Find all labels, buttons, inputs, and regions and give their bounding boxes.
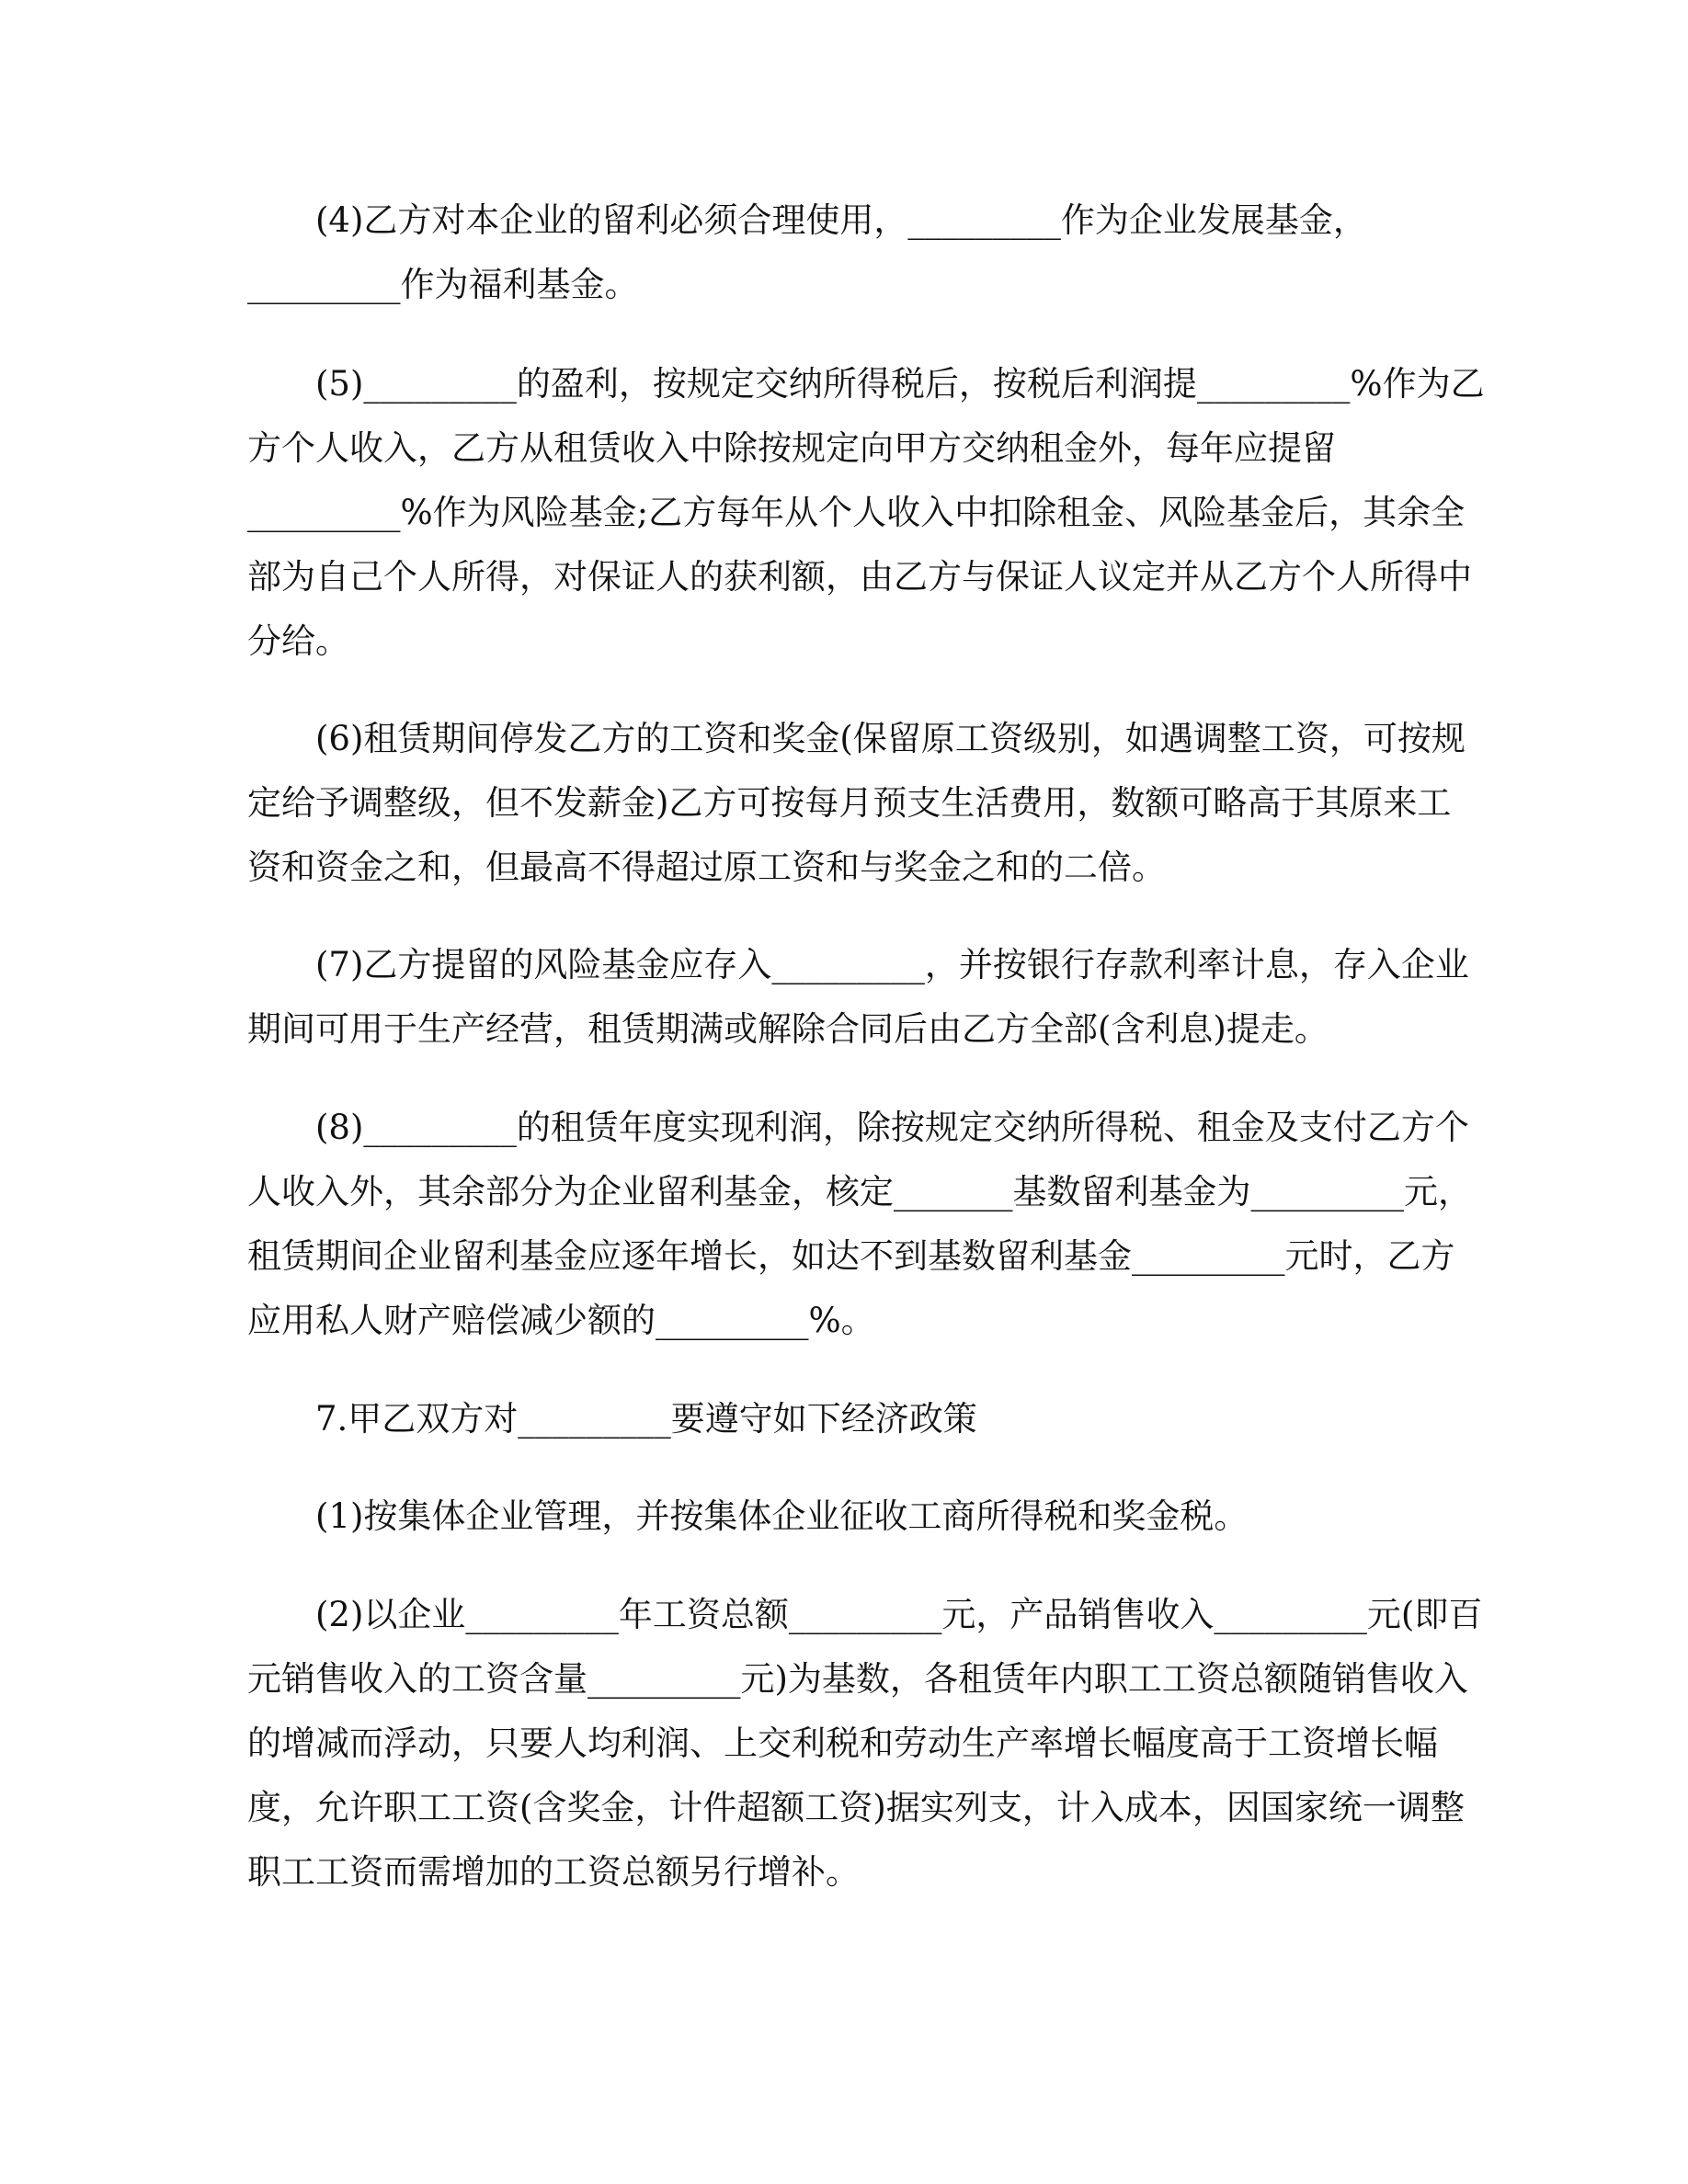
text-line-2: _________作为福利基金。 — [247, 265, 639, 304]
text-line-18: (1)按集体企业管理，并按集体企业征收工商所得税和奖金税。 — [315, 1496, 1249, 1536]
text-line-20: 元销售收入的工资含量_________元)为基数，各租赁年内职工工资总额随销售收入 — [247, 1659, 1468, 1699]
text-line-15: 租赁期间企业留利基金应逐年增长，如达不到基数留利基金_________元时，乙方 — [247, 1236, 1455, 1276]
text-line-5: _________%作为风险基金;乙方每年从个人收入中扣除租金、风险基金后，其余全 — [247, 493, 1466, 532]
text-line-4: 方个人收入，乙方从租赁收入中除按规定向甲方交纳租金外，每年应提留 — [247, 428, 1336, 468]
text-line-11: (7)乙方提留的风险基金应存入_________，并按银行存款利率计息，存入企业 — [315, 945, 1469, 984]
text-line-12: 期间可用于生产经营，租赁期满或解除合同后由乙方全部(含利息)提走。 — [247, 1009, 1329, 1049]
text-line-8: (6)租赁期间停发乙方的工资和奖金(保留原工资级别，如遇调整工资，可按规 — [315, 719, 1466, 758]
text-line-7: 分给。 — [247, 621, 349, 661]
text-line-22: 度，允许职工工资(含奖金，计件超额工资)据实列支，计入成本，因国家统一调整 — [247, 1788, 1465, 1827]
text-line-21: 的增减而浮动，只要人均利润、上交利税和劳动生产率增长幅度高于工资增长幅 — [247, 1723, 1438, 1763]
text-line-14: 人收入外，其余部分为企业留利基金，核定_______基数留利基金为_________元， — [247, 1172, 1472, 1211]
text-line-6: 部为自己个人所得，对保证人的获利额，由乙方与保证人议定并从乙方个人所得中 — [247, 557, 1472, 597]
text-line-1: (4)乙方对本企业的留利必须合理使用，_________作为企业发展基金， — [315, 200, 1367, 240]
text-line-19: (2)以企业_________年工资总额_________元，产品销售收入_________元(即百 — [315, 1595, 1483, 1634]
text-line-23: 职工工资而需增加的工资总额另行增补。 — [247, 1852, 860, 1892]
text-line-13: (8)_________的租赁年度实现利润，除按规定交纳所得税、租金及支付乙方个 — [315, 1108, 1469, 1147]
text-line-3: (5)_________的盈利，按规定交纳所得税后，按税后利润提_________%作为乙 — [315, 364, 1485, 404]
text-line-16: 应用私人财产赔偿减少额的_________%。 — [247, 1301, 875, 1340]
text-line-10: 资和资金之和，但最高不得超过原工资和与奖金之和的二倍。 — [247, 847, 1166, 887]
text-line-17: 7.甲乙双方对_________要遵守如下经济政策 — [315, 1399, 977, 1439]
text-line-9: 定给予调整级，但不发薪金)乙方可按每月预支生活费用，数额可略高于其原来工 — [247, 783, 1452, 823]
